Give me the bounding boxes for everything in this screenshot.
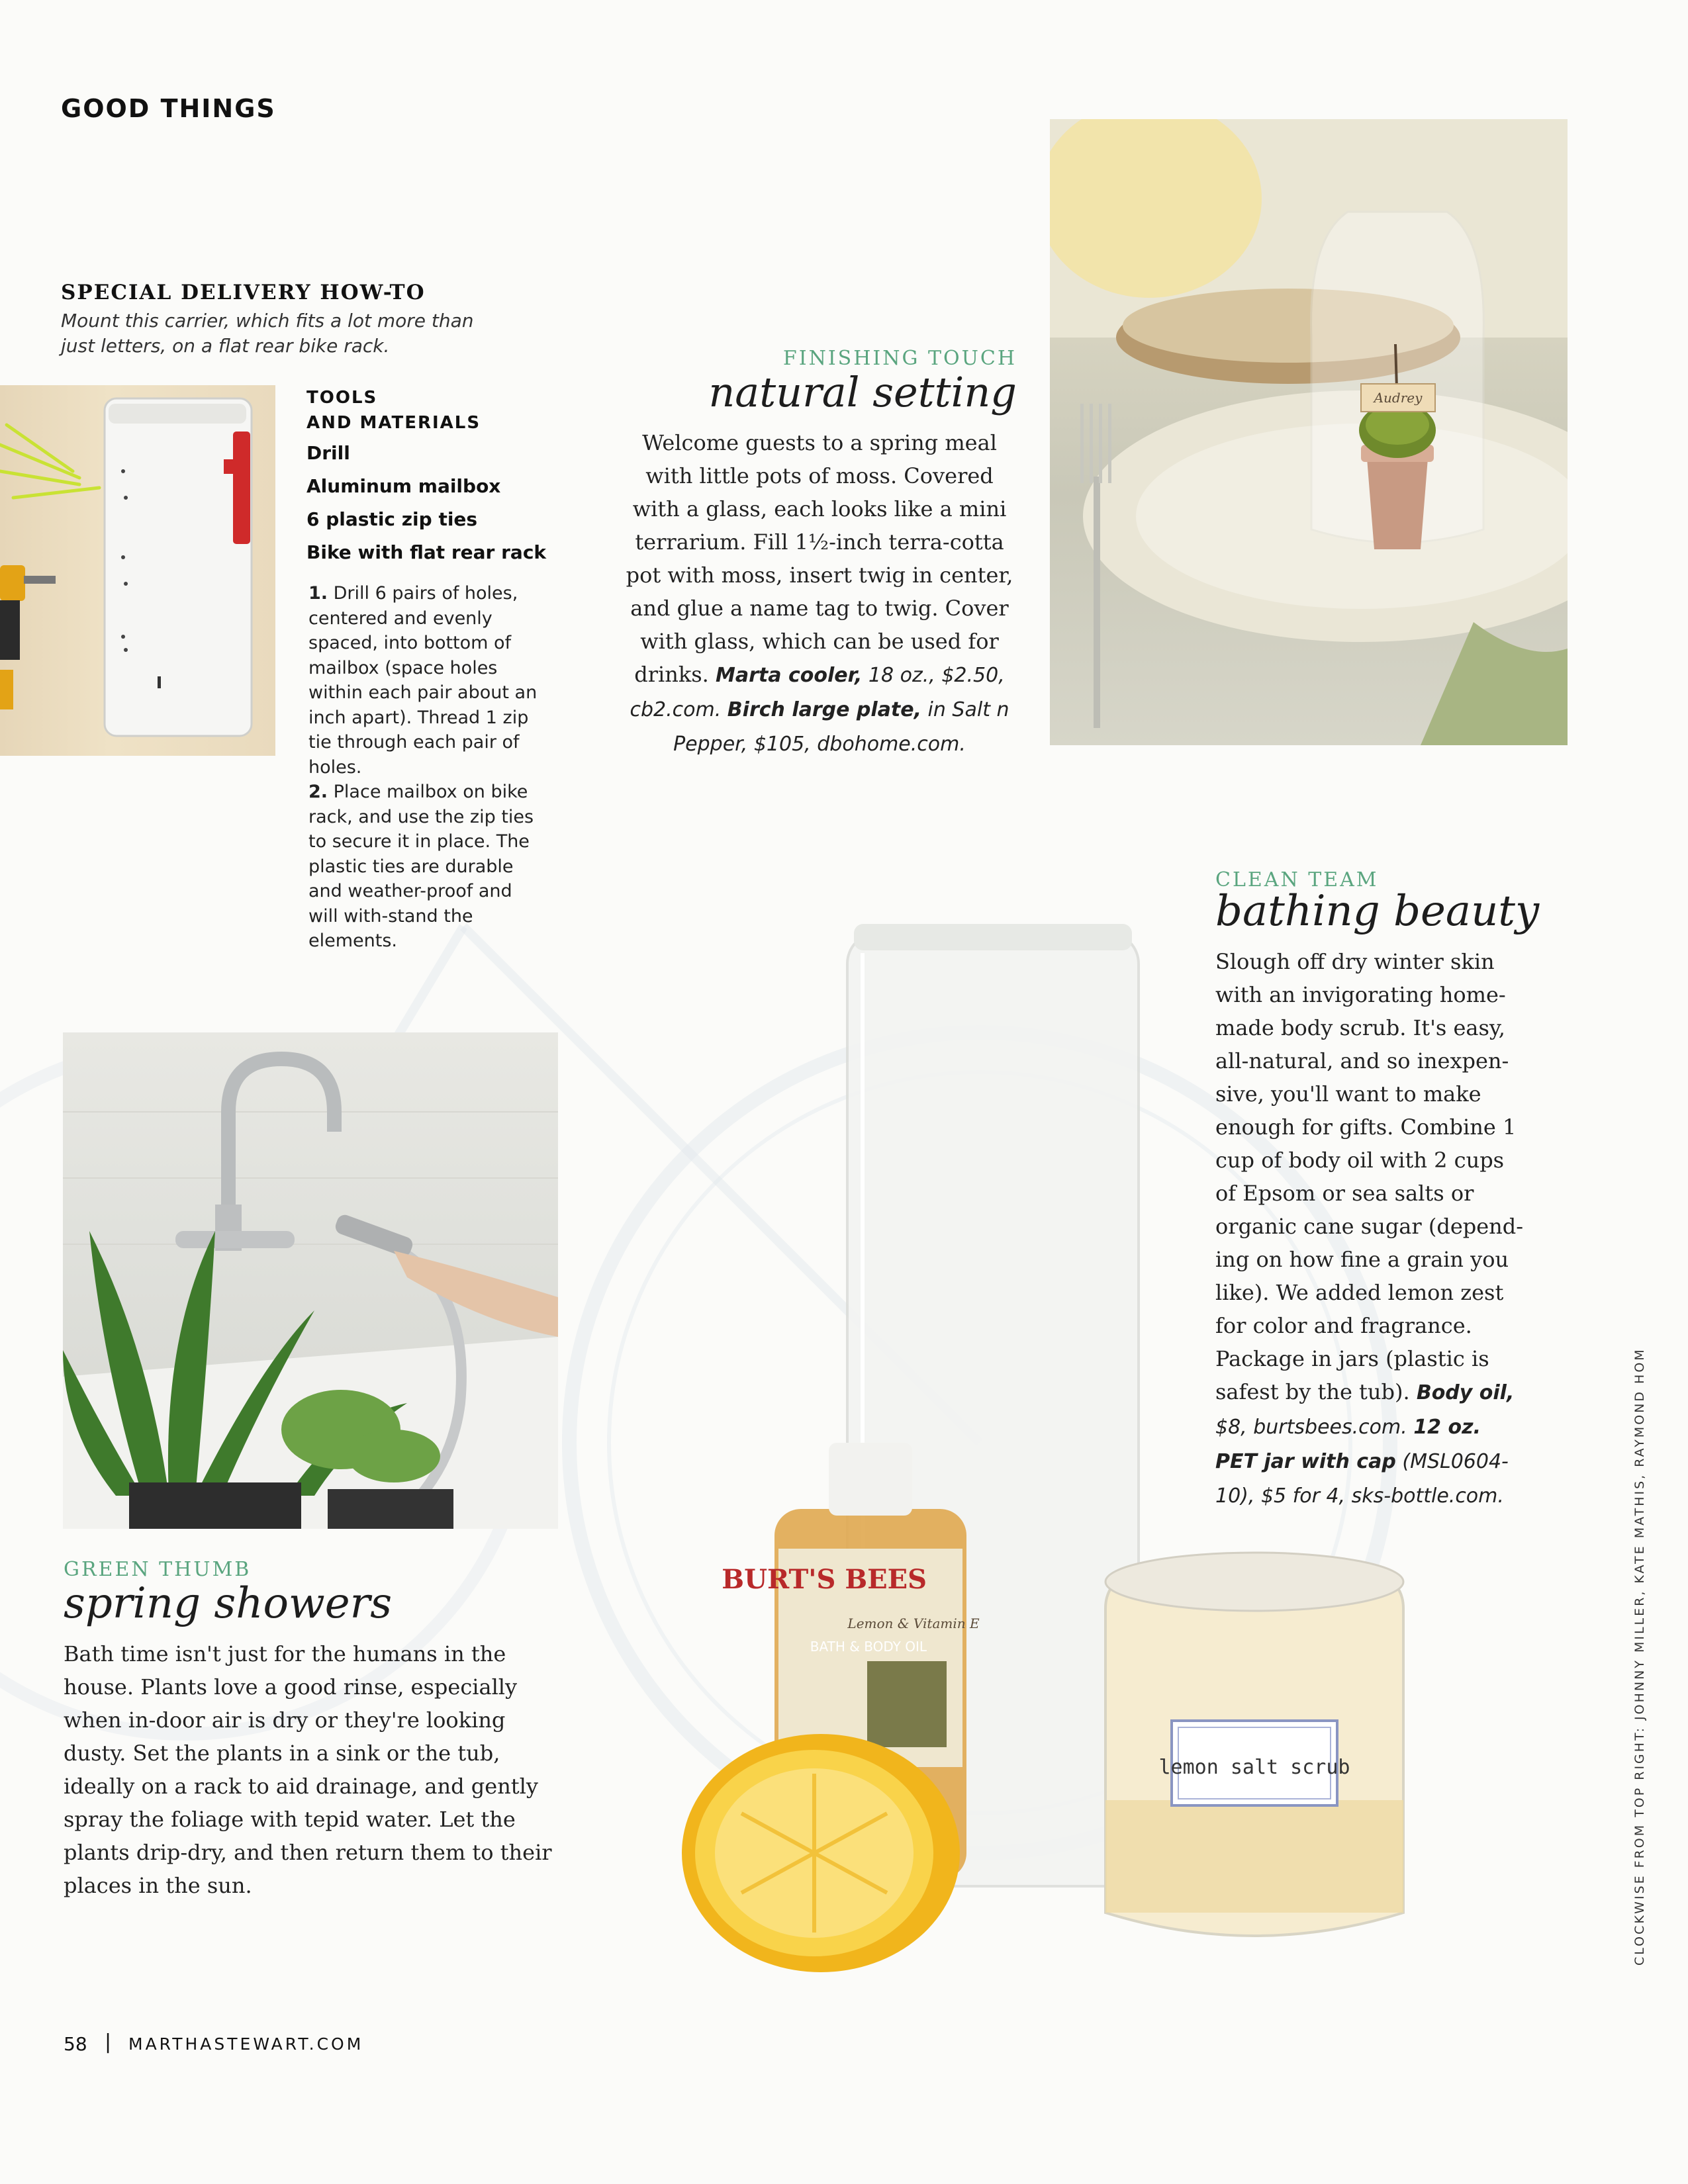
footer-url: MARTHASTEWART.COM — [128, 2034, 364, 2054]
body-text: Welcome guests to a spring meal with little pots of moss. Covered with a glass, each looks like a mini terrarium. Fill 1½-inch terra-cotta pot with moss, insert twig in center, and glue a name tag to twig. Cover with glass, which can be used for drinks. — [626, 430, 1013, 687]
step-1 — [308, 581, 540, 780]
tools-heading — [306, 385, 481, 435]
tool-item: Drill — [306, 442, 350, 464]
product-name: 12 oz. PET jar with cap — [1215, 1416, 1481, 1473]
page-number: 58 — [64, 2033, 87, 2055]
step-2 — [308, 780, 540, 954]
step-number: 2. — [308, 782, 328, 802]
bottle-brand: BURT'S BEES — [722, 1564, 927, 1595]
bathing-beauty-title: bathing beauty — [1215, 887, 1540, 936]
mailbox-illustration — [0, 385, 275, 756]
special-delivery-title: SPECIAL DELIVERY HOW-TO — [61, 281, 426, 304]
natural-setting-body — [619, 426, 1020, 761]
mailbox-photo — [0, 385, 275, 756]
tools-heading-line1: TOOLS — [306, 388, 378, 408]
section-label: GOOD THINGS — [61, 94, 276, 123]
product-detail: $8, burtsbees.com. — [1215, 1416, 1407, 1439]
body-text: Slough off dry winter skin with an invigorating home-made body scrub. It's easy, all-natural, and so inexpen-sive, you'll want to make enough for gifts. Combine 1 cup of body oil with 2 cups of Epsom or sea salts or organic cane sugar (depend-ing on how fine a grain you like). We added lemon zest for color and fragrance. Package in jars (plastic is safest by the tub). — [1215, 949, 1524, 1404]
jar-label-text: lemon salt scrub — [1158, 1756, 1350, 1779]
sink-fern-illustration — [63, 1032, 558, 1529]
bathing-beauty-kicker: CLEAN TEAM — [1215, 868, 1379, 891]
natural-setting-title: natural setting — [708, 368, 1017, 416]
step-text: Drill 6 pairs of holes, centered and evenly spaced, into bottom of mailbox (space holes within each pair about an inch apart). Thread 1 zip tie through each pair of holes. — [308, 583, 538, 778]
name-tag-text: Audrey — [1374, 390, 1423, 406]
tool-item: Bike with flat rear rack — [306, 541, 547, 563]
tool-item: 6 plastic zip ties — [306, 508, 478, 530]
photo-credits: CLOCKWISE FROM TOP RIGHT: JOHNNY MILLER, KATE MATHIS, RAYMOND HOM — [1632, 1347, 1647, 1966]
sink-plants-photo — [63, 1032, 558, 1529]
spring-showers-title: spring showers — [64, 1579, 393, 1628]
bottle-subtitle-2: BATH & BODY OIL — [810, 1639, 927, 1655]
product-detail: 18 oz., $2.50, cb2.com. — [630, 664, 1005, 721]
footer-separator: | — [105, 2030, 112, 2054]
step-number: 1. — [308, 583, 328, 604]
tool-item: Aluminum mailbox — [306, 475, 501, 497]
product-name: Marta cooler, — [716, 664, 863, 687]
bathing-beauty-body — [1215, 945, 1526, 1513]
bottle-subtitle: Lemon & Vitamin E — [847, 1615, 980, 1631]
product-detail: (MSL0604-10), $5 for 4, sks-bottle.com. — [1215, 1450, 1509, 1508]
product-name: Birch large plate, — [727, 698, 921, 721]
step-text: Place mailbox on bike rack, and use the zip ties to secure it in place. The plastic ties are durable and weather-proof and will with-stand the elements. — [308, 782, 534, 951]
product-name: Body oil, — [1416, 1381, 1515, 1404]
product-detail: in Salt n Pepper, $105, dbohome.com. — [673, 698, 1009, 756]
moss-terrarium-illustration — [1050, 119, 1568, 745]
special-delivery-subtitle: Mount this carrier, which fits a lot more than just letters, on a flat rear bike rack. — [61, 310, 474, 357]
natural-setting-kicker: FINISHING TOUCH — [782, 347, 1017, 370]
how-to-steps — [308, 581, 540, 954]
spring-showers-body: Bath time isn't just for the humans in the house. Plants love a good rinse, especially when in-door air is dry or they're looking dusty. Set the plants in a sink or the tub, ideally on a rack to aid drainage, and gently spray the foliage with tepid water. Let the plants drip-dry, and then return them to their places in the sun. — [64, 1641, 552, 1898]
table-setting-photo — [1050, 119, 1568, 745]
tools-heading-line2: AND MATERIALS — [306, 413, 481, 433]
spring-showers-kicker: GREEN THUMB — [64, 1558, 252, 1581]
